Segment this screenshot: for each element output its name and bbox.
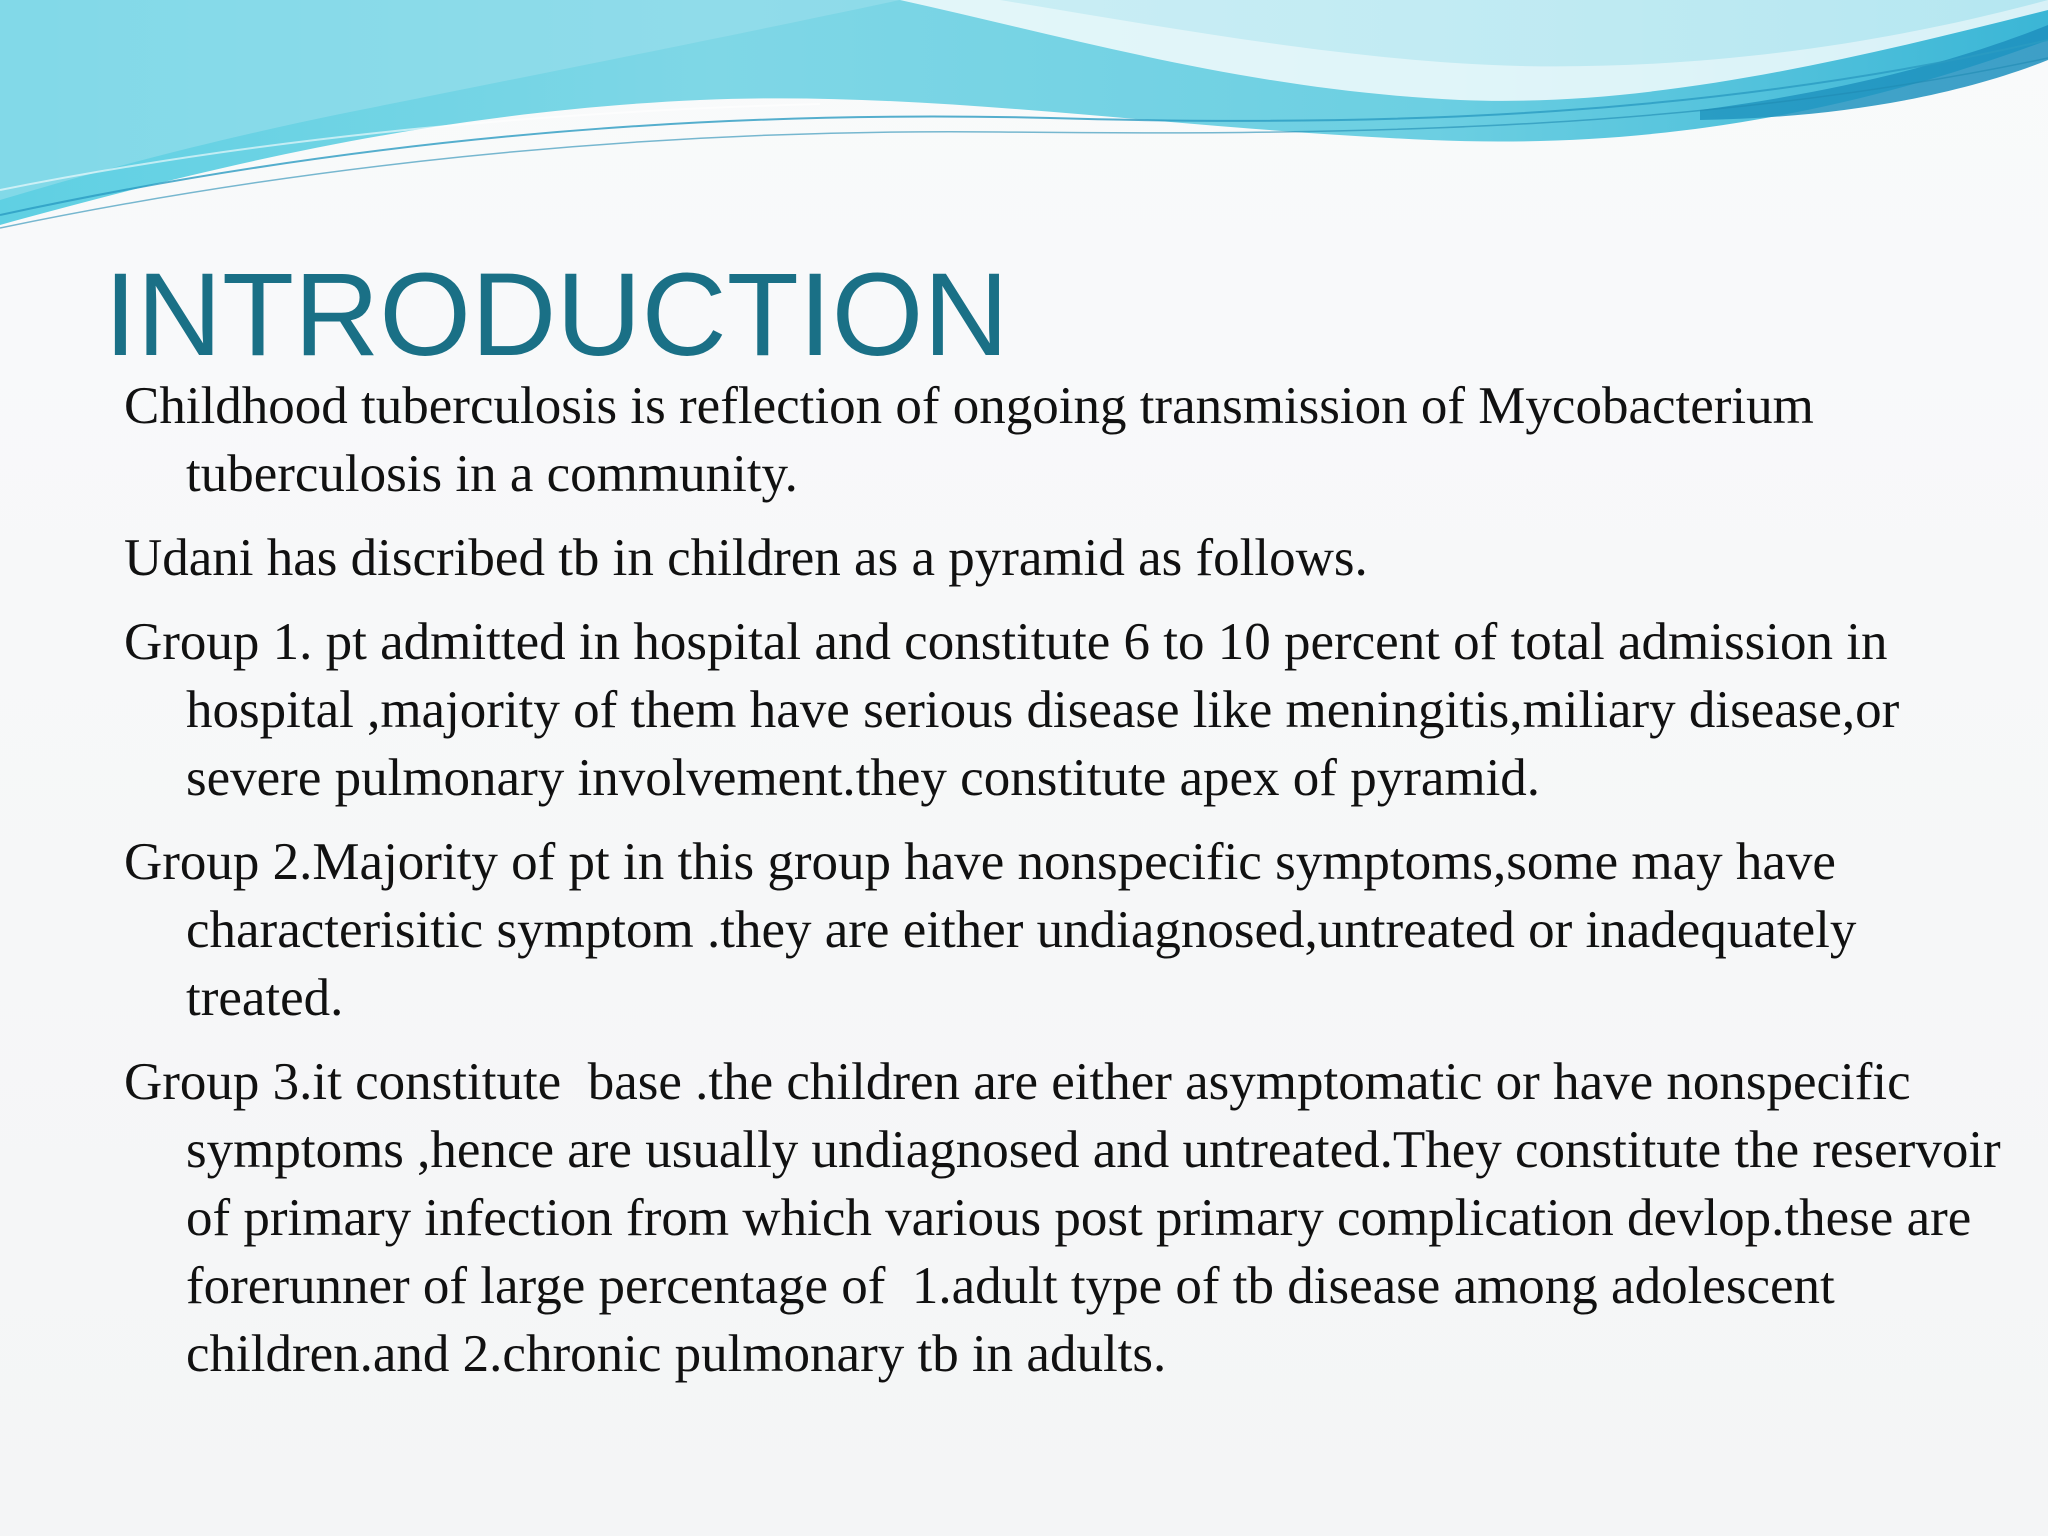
paragraph-intro: Childhood tuberculosis is reflection of ongoing transmission of Mycobacterium tuberculosis in a community. xyxy=(124,377,1828,503)
paragraph-group-3: Group 3.it constitute base .the children are either asymptomatic or have nonspecific symptoms ,hence are usually undiagnosed and untreated.They constitute the reservoir of primary infection from which various post primary complication devlop.these are forerunner of large percentage of 1.adult type of tb disease among adolescent children.and 2.chronic pulmonary tb in adults. xyxy=(124,1053,2014,1383)
header-wave-decoration xyxy=(0,0,2048,240)
paragraph-udani: Udani has discribed tb in children as a pyramid as follows. xyxy=(124,529,1368,587)
paragraph-group-1: Group 1. pt admitted in hospital and constitute 6 to 10 percent of total admission in hospital ,majority of them have serious disease like meningitis,miliary disease,or severe pulmonary involvement.they constitute apex of pyramid. xyxy=(124,613,1913,807)
slide-body xyxy=(124,372,2024,1404)
paragraph-group-2: Group 2.Majority of pt in this group have nonspecific symptoms,some may have characterisitic symptom .they are either undiagnosed,untreated or inadequately treated. xyxy=(124,833,1870,1027)
slide-title: INTRODUCTION xyxy=(104,249,1009,381)
